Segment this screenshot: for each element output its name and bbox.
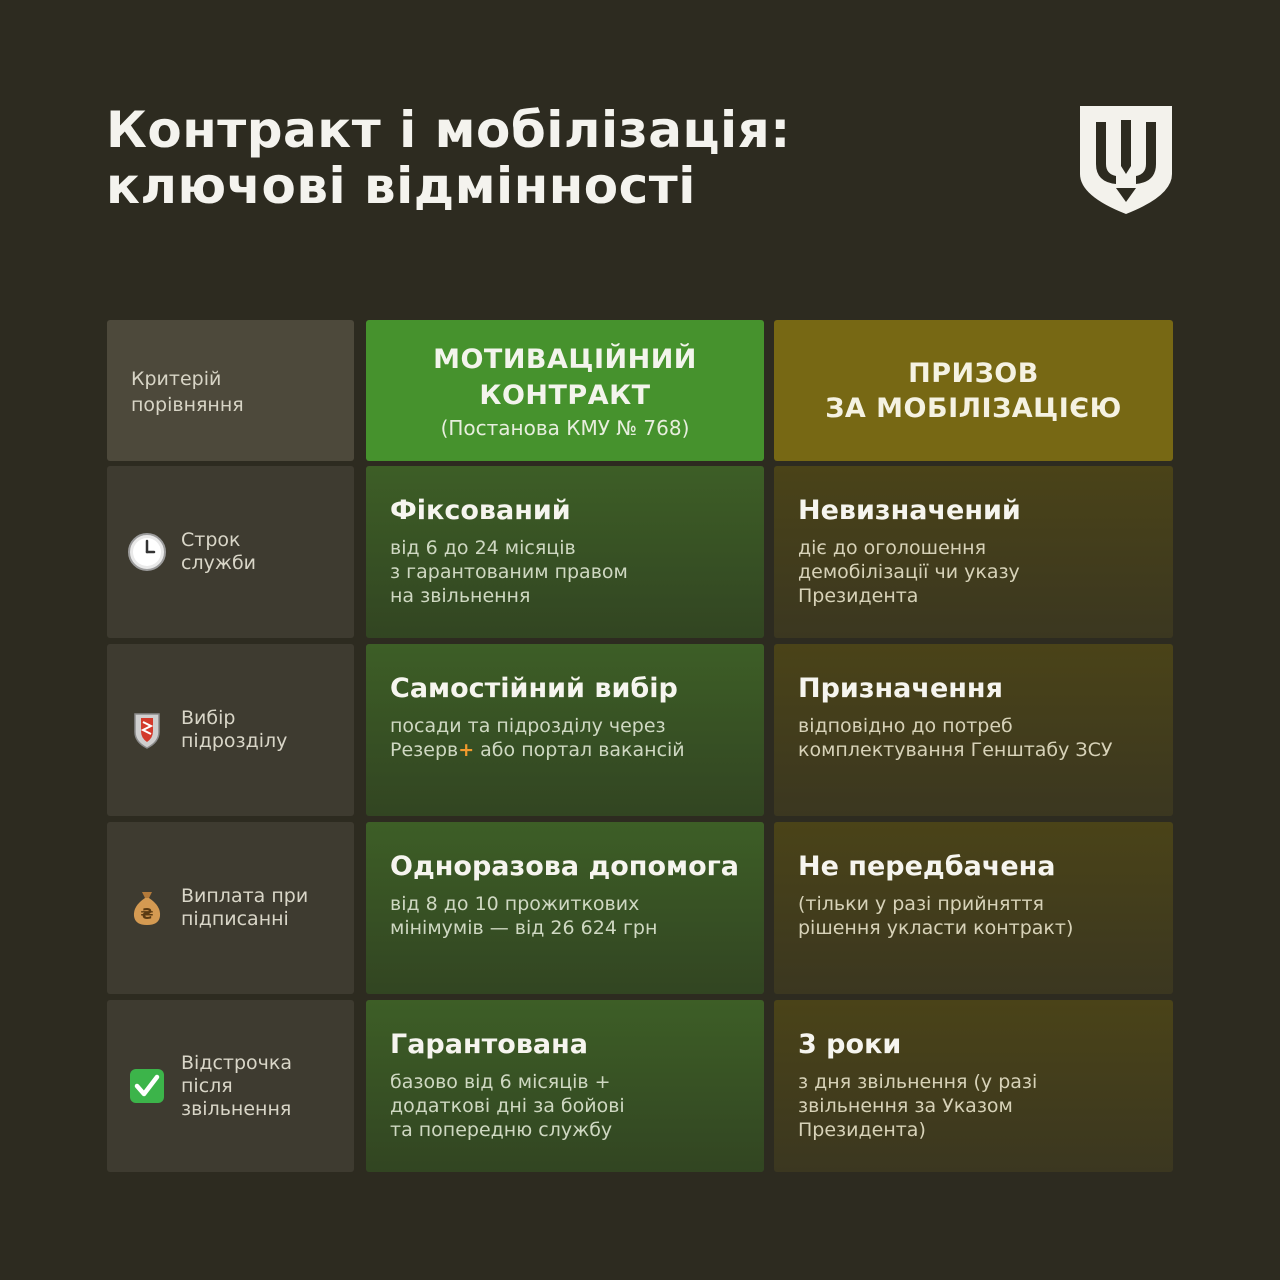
contract-service-term bbox=[366, 466, 764, 638]
criterion-unit-choice bbox=[107, 644, 354, 816]
criterion-service-term bbox=[107, 466, 354, 638]
mobilization-service-term-desc: діє до оголошення демобілізації чи указу Президента bbox=[798, 537, 1020, 607]
contract-deferment-desc: базово від 6 місяців + додаткові дні за бойові та попередню службу bbox=[390, 1071, 625, 1141]
contract-header-subtitle: (Постанова КМУ № 768) bbox=[440, 416, 690, 440]
contract-header bbox=[366, 320, 764, 461]
mobilization-header-title bbox=[774, 356, 1173, 426]
contract-service-term-title: Фіксований bbox=[390, 495, 571, 526]
criterion-signing-payment bbox=[107, 822, 354, 994]
criterion-label: Виплата при підписанні bbox=[181, 885, 309, 930]
check-mark-icon bbox=[127, 1066, 167, 1106]
mobilization-header-title-line-1: ПРИЗОВ bbox=[908, 358, 1039, 389]
mobilization-signing-payment-title: Не передбачена bbox=[798, 851, 1056, 882]
svg-text:₴: ₴ bbox=[140, 905, 154, 923]
contract-signing-payment-title: Одноразова допомога bbox=[390, 851, 739, 882]
mobilization-header bbox=[774, 320, 1173, 461]
clock-icon bbox=[127, 532, 167, 572]
contract-signing-payment bbox=[366, 822, 764, 994]
mobilization-service-term bbox=[774, 466, 1173, 638]
page-title-line-1: Контракт і мобілізація: bbox=[106, 101, 791, 159]
mobilization-service-term-title: Невизначений bbox=[798, 495, 1021, 526]
contract-service-term-desc: від 6 до 24 місяців з гарантованим правом на звільнення bbox=[390, 537, 628, 607]
contract-unit-choice-title: Самостійний вибір bbox=[390, 673, 678, 704]
contract-header-title-line-1: МОТИВАЦІЙНИЙ bbox=[433, 344, 697, 375]
mobilization-header-title-line-2: ЗА МОБІЛІЗАЦІЄЮ bbox=[825, 393, 1122, 424]
contract-unit-choice bbox=[366, 644, 764, 816]
mobilization-unit-choice-desc: відповідно до потреб комплектування Генштабу ЗСУ bbox=[798, 715, 1113, 761]
contract-header-title-line-2: КОНТРАКТ bbox=[479, 380, 651, 411]
criteria-header bbox=[107, 320, 354, 461]
contract-deferment bbox=[366, 1000, 764, 1172]
shield-icon bbox=[127, 710, 167, 750]
mobilization-deferment-title: 3 роки bbox=[798, 1029, 902, 1060]
contract-header-title bbox=[366, 342, 764, 414]
criterion-label: Строк служби bbox=[181, 529, 257, 574]
criterion-label: Відстрочка після звільнення bbox=[181, 1051, 292, 1120]
mobilization-signing-payment bbox=[774, 822, 1173, 994]
mobilization-deferment-desc: з дня звільнення (у разі звільнення за Указом Президента) bbox=[798, 1071, 1038, 1141]
money-bag-icon bbox=[127, 888, 167, 928]
mobilization-signing-payment-desc: (тільки у разі прийняття рішення укласти контракт) bbox=[798, 893, 1074, 939]
mobilization-unit-choice bbox=[774, 644, 1173, 816]
mobilization-deferment bbox=[774, 1000, 1173, 1172]
mobilization-unit-choice-title: Призначення bbox=[798, 673, 1003, 704]
tryzub-emblem-icon bbox=[1078, 104, 1174, 216]
page-title bbox=[106, 102, 1006, 214]
criterion-label: Вибір підрозділу bbox=[181, 707, 288, 752]
contract-signing-payment-desc: від 8 до 10 прожиткових мінімумів — від 26 624 грн bbox=[390, 893, 658, 939]
criteria-header-label: Критерій порівняння bbox=[131, 368, 244, 416]
contract-unit-choice-desc: посади та підрозділу через Резерв+ або портал вакансій bbox=[390, 715, 685, 761]
page-title-line-2: ключові відмінності bbox=[106, 157, 696, 215]
criterion-deferment bbox=[107, 1000, 354, 1172]
contract-deferment-title: Гарантована bbox=[390, 1029, 589, 1060]
plus-sign: + bbox=[458, 739, 475, 761]
